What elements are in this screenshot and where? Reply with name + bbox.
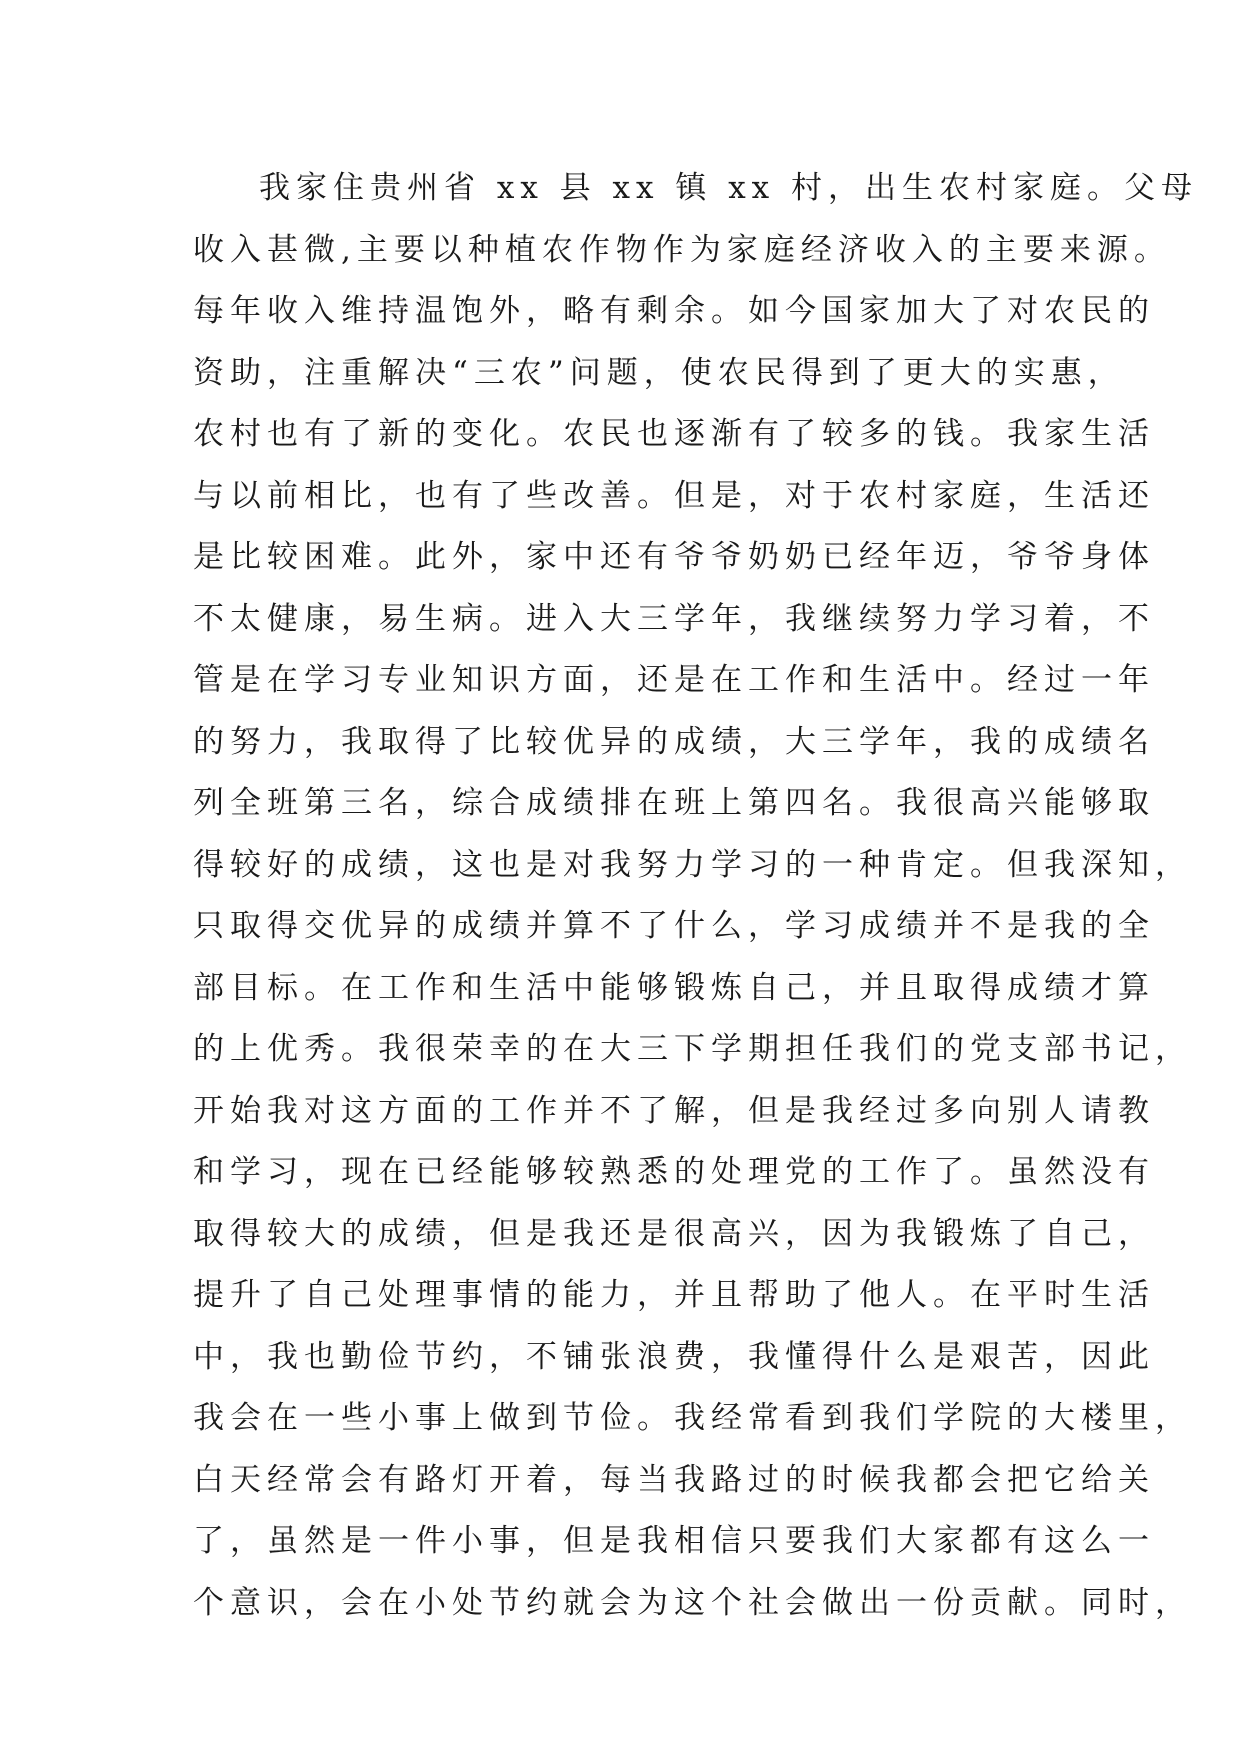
text-line: 资助，注重解决“三农”问题，使农民得到了更大的实惠， [193, 354, 1125, 391]
text-line: 个意识，会在小处节约就会为这个社会做出一份贡献。同时， [193, 1584, 1192, 1621]
text-line: 农村也有了新的变化。农民也逐渐有了较多的钱。我家生活 [193, 416, 1155, 452]
text-line: 是比较困难。此外，家中还有爷爷奶奶已经年迈，爷爷身体 [193, 539, 1155, 575]
text-line: 只取得交优异的成绩并算不了什么，学习成绩并不是我的全 [193, 908, 1155, 944]
text-line: 的上优秀。我很荣幸的在大三下学期担任我们的党支部书记， [193, 1031, 1192, 1067]
text-line: 和学习，现在已经能够较熟悉的处理党的工作了。虽然没有 [193, 1154, 1155, 1190]
text-line: 提升了自己处理事情的能力，并且帮助了他人。在平时生活 [193, 1277, 1155, 1313]
text-line: 了，虽然是一件小事，但是我相信只要我们大家都有这么一 [193, 1523, 1155, 1559]
text-line: 我家住贵州省 xx 县 xx 镇 xx 村，出生农村家庭。父母 [259, 170, 1199, 206]
text-line: 得较好的成绩，这也是对我努力学习的一种肯定。但我深知， [193, 846, 1192, 883]
text-line: 与以前相比，也有了些改善。但是，对于农村家庭，生活还 [193, 477, 1155, 514]
text-line: 的努力，我取得了比较优异的成绩，大三学年，我的成绩名 [193, 723, 1155, 760]
text-line: 收入甚微,主要以种植农作物作为家庭经济收入的主要来源。 [193, 231, 1171, 268]
body-paragraph [193, 158, 1199, 1634]
text-line: 取得较大的成绩，但是我还是很高兴，因为我锻炼了自己， [193, 1215, 1155, 1252]
text-line: 我会在一些小事上做到节俭。我经常看到我们学院的大楼里， [193, 1400, 1192, 1436]
text-line: 开始我对这方面的工作并不了解，但是我经过多向别人请教 [193, 1092, 1155, 1129]
text-line: 白天经常会有路灯开着，每当我路过的时候我都会把它给关 [193, 1461, 1155, 1498]
text-line: 不太健康，易生病。进入大三学年，我继续努力学习着，不 [193, 600, 1155, 637]
text-line: 中，我也勤俭节约，不铺张浪费，我懂得什么是艰苦，因此 [193, 1338, 1155, 1375]
text-line: 每年收入维持温饱外，略有剩余。如今国家加大了对农民的 [193, 293, 1155, 329]
text-line: 管是在学习专业知识方面，还是在工作和生活中。经过一年 [193, 662, 1155, 698]
text-line: 部目标。在工作和生活中能够锻炼自己，并且取得成绩才算 [193, 969, 1155, 1006]
text-line: 列全班第三名，综合成绩排在班上第四名。我很高兴能够取 [193, 785, 1155, 821]
